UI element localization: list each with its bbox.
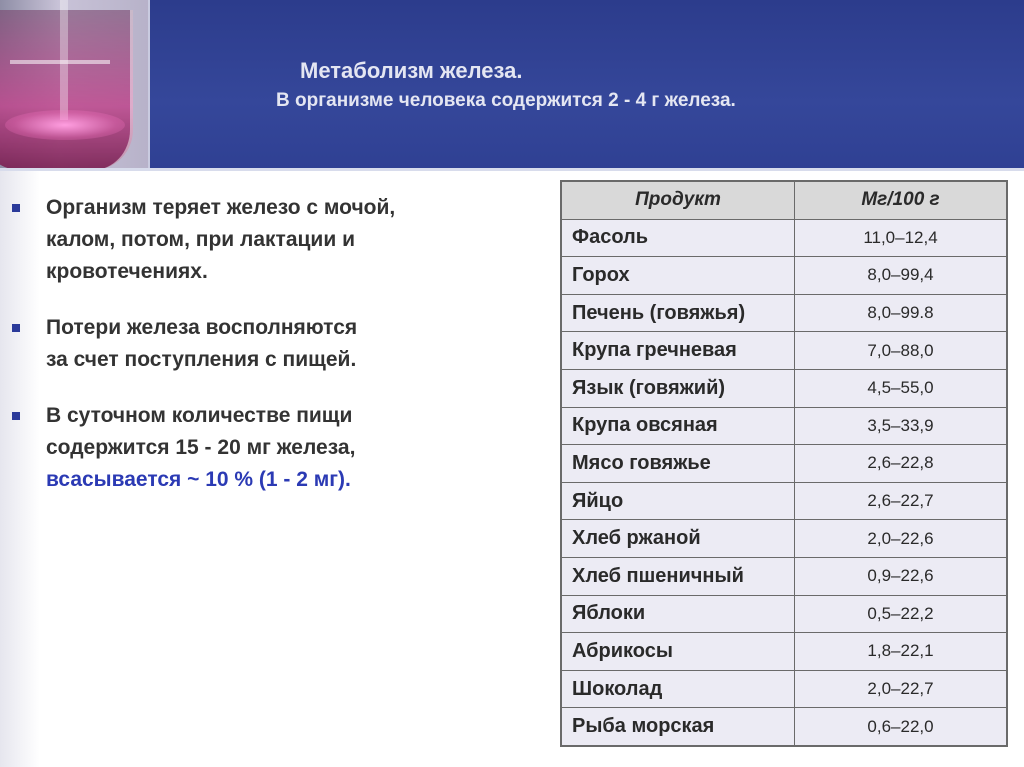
table-row: [561, 332, 1007, 370]
product-cell: Крупа овсяная: [561, 407, 795, 445]
iron-amount-cell: 0,5–22,2: [795, 595, 1008, 633]
product-cell: Шоколад: [561, 670, 795, 708]
iron-amount-cell: 0,9–22,6: [795, 557, 1008, 595]
table-row: [561, 595, 1007, 633]
table-row: [561, 482, 1007, 520]
bullet-item-replenish: [0, 312, 520, 376]
bullet-marker: [12, 204, 20, 212]
product-cell: Абрикосы: [561, 633, 795, 671]
bullet-marker: [12, 324, 20, 332]
header-divider: [0, 168, 1024, 171]
table-row: [561, 294, 1007, 332]
flask-image: [0, 0, 150, 170]
bullet-line: калом, потом, при лактации и: [46, 228, 355, 251]
flask-glow: [5, 110, 125, 140]
iron-amount-cell: 8,0–99,4: [795, 257, 1008, 295]
iron-amount-cell: 2,0–22,7: [795, 670, 1008, 708]
table-row: [561, 670, 1007, 708]
iron-content-table: [560, 180, 1008, 747]
product-cell: Рыба морская: [561, 708, 795, 746]
iron-amount-cell: 3,5–33,9: [795, 407, 1008, 445]
slide-title: Метаболизм железа.: [300, 58, 523, 83]
column-header-amount: Мг/100 г: [795, 181, 1008, 219]
column-header-product: Продукт: [561, 181, 795, 219]
iron-amount-cell: 2,6–22,7: [795, 482, 1008, 520]
iron-amount-cell: 4,5–55,0: [795, 369, 1008, 407]
table-header-row: [561, 181, 1007, 219]
table-row: [561, 257, 1007, 295]
product-cell: Яйцо: [561, 482, 795, 520]
product-cell: Хлеб пшеничный: [561, 557, 795, 595]
bullet-line: Организм теряет железо с мочой,: [46, 196, 396, 219]
product-cell: Яблоки: [561, 595, 795, 633]
product-cell: Горох: [561, 257, 795, 295]
table-row: [561, 708, 1007, 746]
slide-subtitle: В организме человека содержится 2 - 4 г железа.: [276, 90, 736, 111]
product-cell: Язык (говяжий): [561, 369, 795, 407]
table-row: [561, 407, 1007, 445]
bullet-item-loss: [0, 192, 520, 288]
product-cell: Печень (говяжья): [561, 294, 795, 332]
iron-amount-cell: 1,8–22,1: [795, 633, 1008, 671]
header-banner: [0, 0, 1024, 170]
product-cell: Мясо говяжье: [561, 445, 795, 483]
table-row: [561, 557, 1007, 595]
table-row: [561, 520, 1007, 558]
iron-amount-cell: 2,0–22,6: [795, 520, 1008, 558]
bullet-line: Потери железа восполняются: [46, 316, 358, 339]
iron-amount-cell: 8,0–99.8: [795, 294, 1008, 332]
table-row: [561, 445, 1007, 483]
table-row: [561, 219, 1007, 257]
bullet-line: В суточном количестве пищи: [46, 404, 353, 427]
iron-amount-cell: 2,6–22,8: [795, 445, 1008, 483]
table-body: [561, 219, 1007, 746]
product-cell: Хлеб ржаной: [561, 520, 795, 558]
iron-amount-cell: 7,0–88,0: [795, 332, 1008, 370]
bullet-line-absorption: всасывается ~ 10 % (1 - 2 мг).: [46, 468, 351, 491]
bullet-line: кровотечениях.: [46, 260, 208, 283]
bullet-line: за счет поступления с пищей.: [46, 348, 357, 371]
bullet-list: [0, 192, 520, 520]
bullet-line: содержится 15 - 20 мг железа,: [46, 436, 356, 459]
iron-amount-cell: 11,0–12,4: [795, 219, 1008, 257]
table-row: [561, 369, 1007, 407]
flask-reflection: [60, 0, 68, 120]
product-cell: Фасоль: [561, 219, 795, 257]
product-cell: Крупа гречневая: [561, 332, 795, 370]
bullet-item-daily: [0, 400, 520, 496]
iron-amount-cell: 0,6–22,0: [795, 708, 1008, 746]
table-row: [561, 633, 1007, 671]
bullet-marker: [12, 412, 20, 420]
